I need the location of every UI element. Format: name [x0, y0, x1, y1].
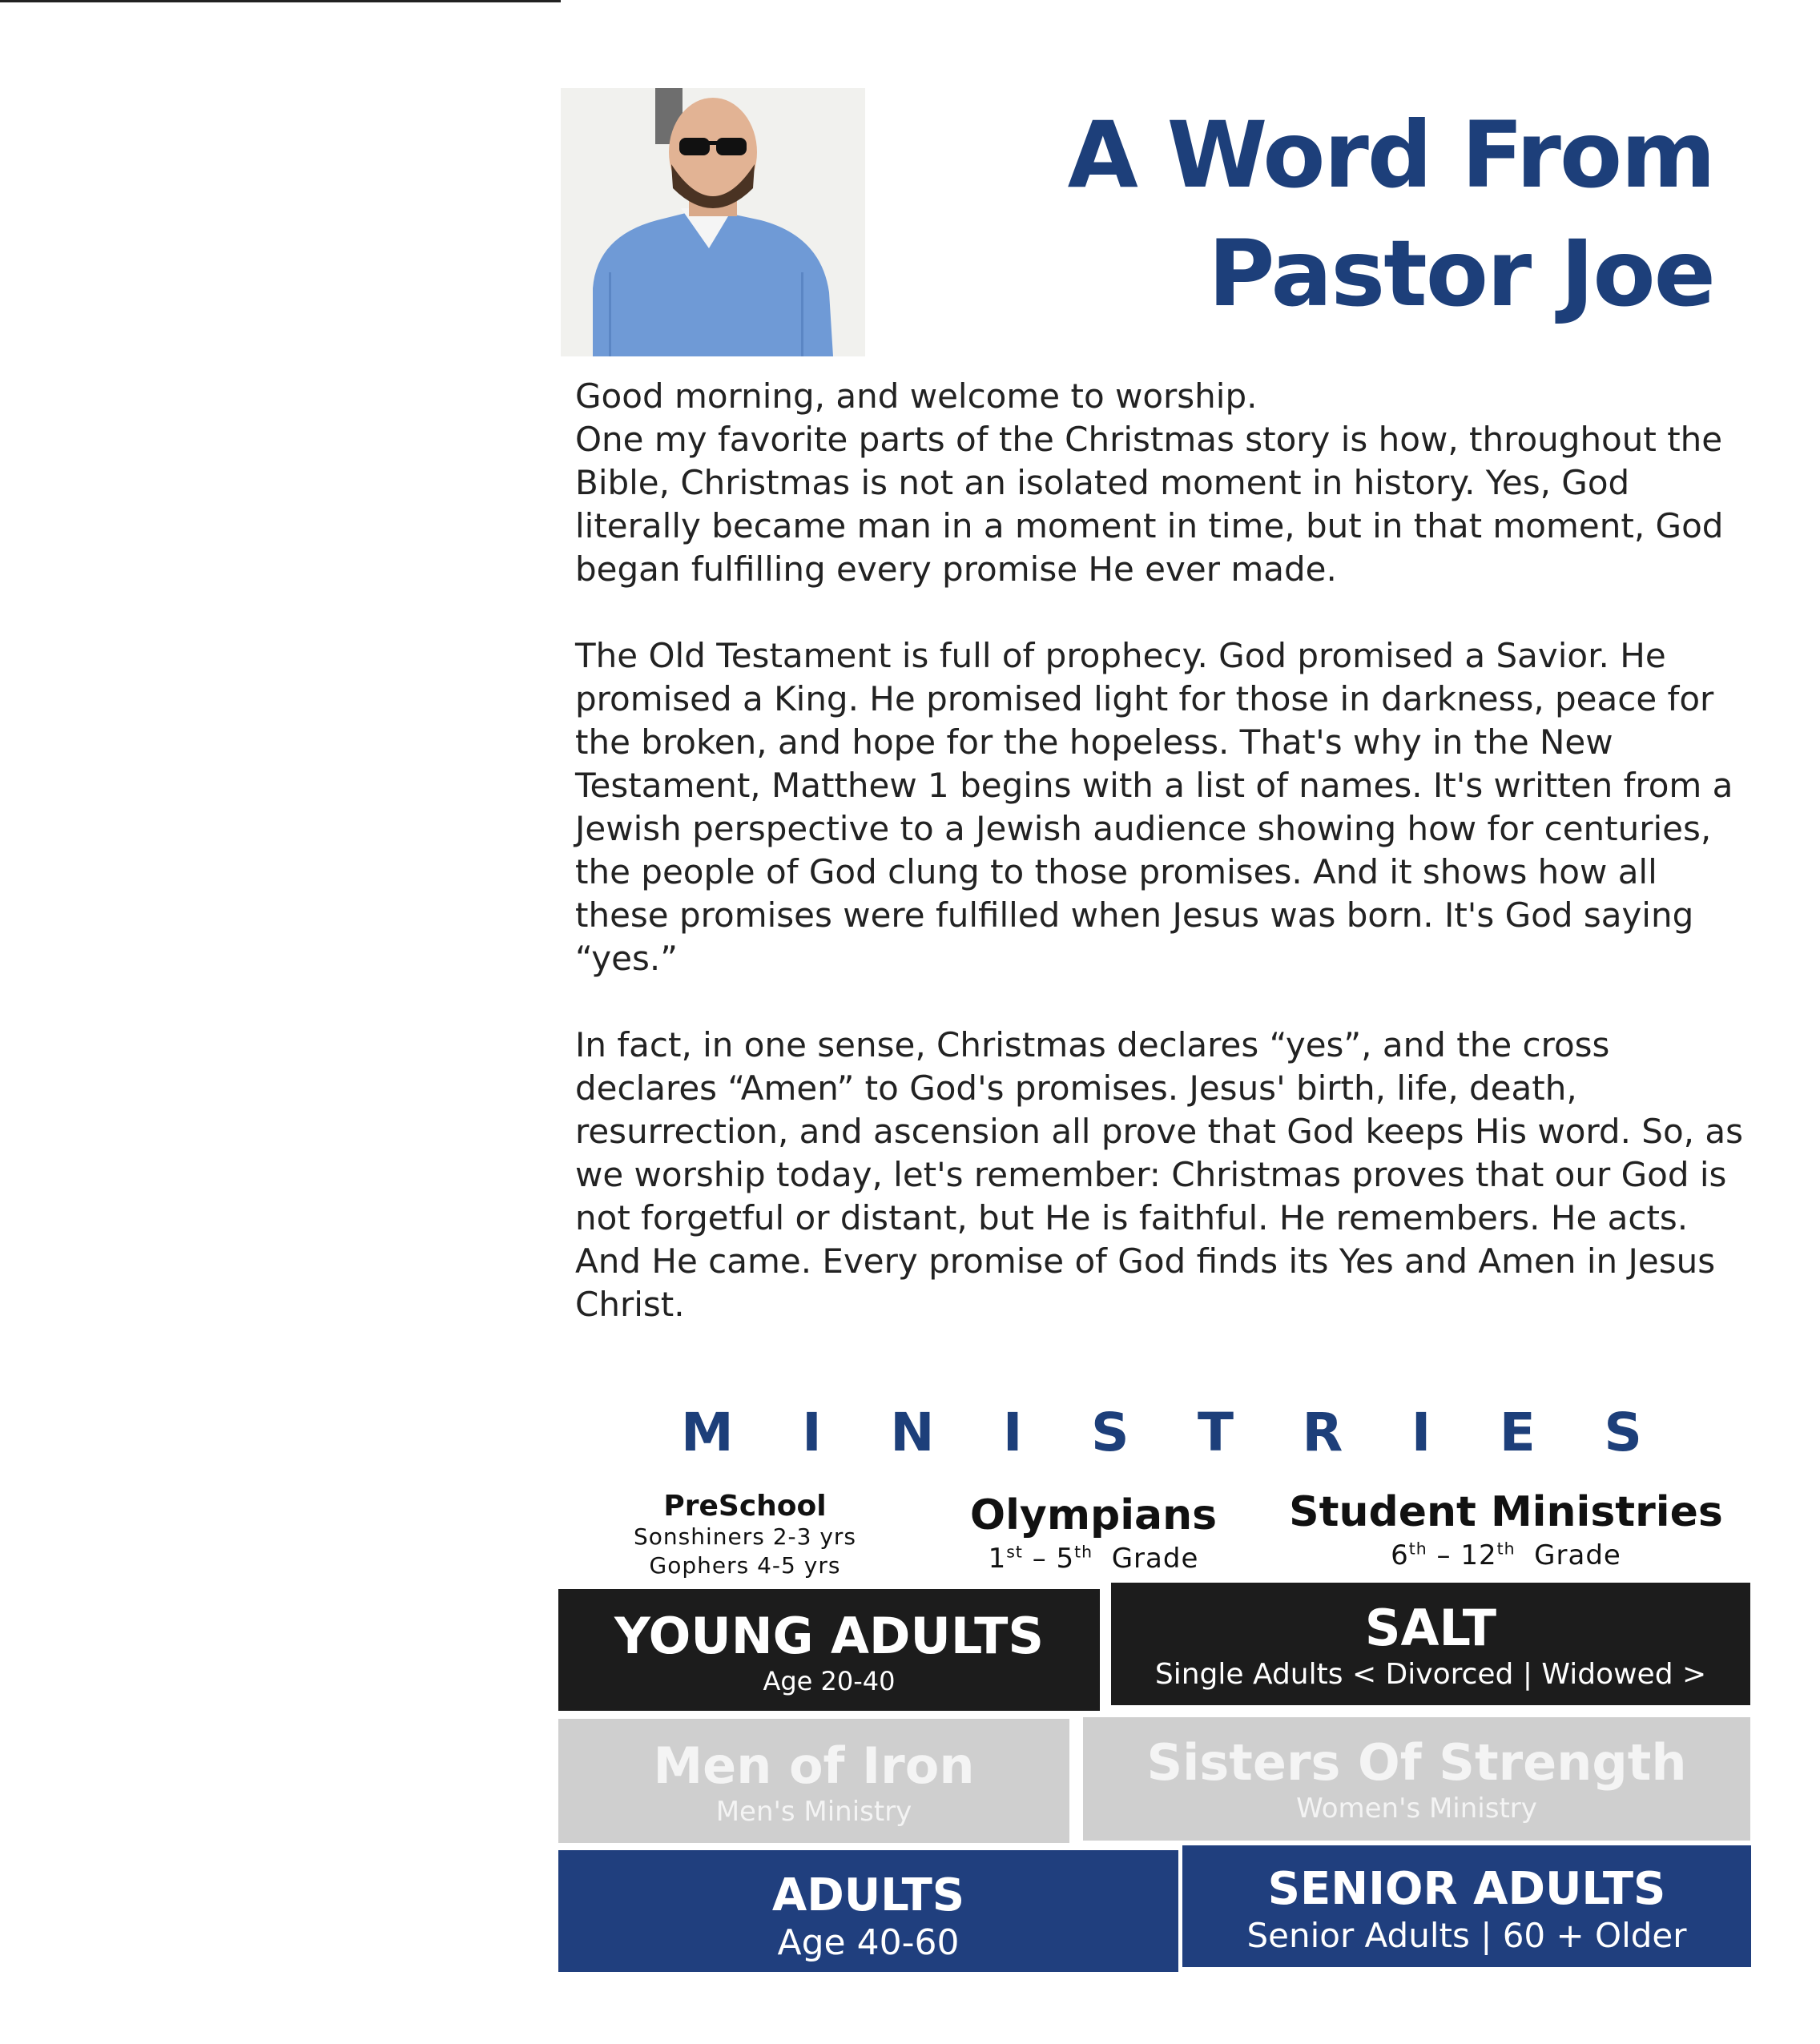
- student-ministries: [1282, 1487, 1730, 1570]
- young-adults-box: [558, 1589, 1100, 1711]
- pastor-photo: [561, 88, 865, 356]
- senior-adults-title: SENIOR ADULTS: [1267, 1863, 1666, 1915]
- student-grades: 6th – 12th Grade: [1391, 1539, 1621, 1571]
- senior-adults-sub: Senior Adults | 60 + Older: [1246, 1916, 1687, 1955]
- adults-sub: Age 40-60: [777, 1922, 960, 1963]
- adults-title: ADULTS: [771, 1869, 965, 1921]
- heading-letter: E: [1499, 1402, 1536, 1463]
- salt-box: [1111, 1583, 1750, 1705]
- letter-paragraph-1: One my favorite parts of the Christmas story is how, throughout the Bible, Christmas is not an isolated moment in history. Yes, God literally became man in a moment in time, but in that moment, God began fulfilling every promise He ever made.: [575, 420, 1724, 589]
- men-of-iron-title: Men of Iron: [653, 1736, 975, 1795]
- heading-letter: M: [681, 1402, 734, 1463]
- sisters-title: Sisters Of Strength: [1146, 1733, 1687, 1792]
- olympians-grades: 1st – 5th Grade: [988, 1542, 1199, 1575]
- preschool-line-1: Sonshiners 2-3 yrs: [633, 1523, 857, 1550]
- heading-letter: T: [1197, 1402, 1234, 1463]
- preschool-line-2: Gophers 4-5 yrs: [649, 1552, 841, 1579]
- title-line-1: A Word From: [1067, 102, 1714, 208]
- young-adults-title: YOUNG ADULTS: [614, 1607, 1045, 1665]
- adults-box: [558, 1850, 1178, 1972]
- sisters-sub: Women's Ministry: [1296, 1793, 1537, 1825]
- letter-paragraph-3: In fact, in one sense, Christmas declares “yes”, and the cross declares “Amen” to God's promises. Jesus' birth, life, death, resurrection, and ascension all prove that God keeps His word. So, as we worship today, let's remember: Christmas proves that our God is not forgetful or distant, but He is faithful. He remembers. He acts. And He came. Every promise of God finds its Yes and Amen in Jesus Christ.: [575, 1025, 1743, 1324]
- preschool-name: PreSchool: [663, 1490, 827, 1523]
- heading-letter: I: [1002, 1402, 1023, 1463]
- heading-letter: R: [1302, 1402, 1343, 1463]
- heading-letter: S: [1090, 1402, 1129, 1463]
- scan-edge-line: [0, 0, 561, 2]
- men-of-iron-sub: Men's Ministry: [715, 1796, 912, 1828]
- heading-letter: N: [890, 1402, 935, 1463]
- title-line-2: Pastor Joe: [1207, 220, 1714, 327]
- young-adults-sub: Age 20-40: [763, 1666, 896, 1696]
- student-ministries-name: Student Ministries: [1289, 1488, 1723, 1536]
- salt-title: SALT: [1364, 1599, 1497, 1657]
- olympians-ministry: [945, 1490, 1242, 1573]
- ministries-heading: [681, 1402, 1642, 1463]
- heading-letter: S: [1604, 1402, 1642, 1463]
- heading-letter: I: [802, 1402, 822, 1463]
- salt-sub: Single Adults < Divorced | Widowed >: [1154, 1658, 1707, 1691]
- heading-letter: I: [1411, 1402, 1431, 1463]
- olympians-name: Olympians: [969, 1491, 1218, 1539]
- preschool-ministry: [609, 1490, 881, 1580]
- sisters-of-strength-box: [1083, 1717, 1750, 1841]
- page-title: [1025, 96, 1714, 333]
- letter-greeting: Good morning, and welcome to worship.: [575, 376, 1258, 416]
- pastor-portrait-icon: [561, 88, 865, 356]
- senior-adults-box: [1182, 1845, 1751, 1967]
- men-of-iron-box: [558, 1719, 1069, 1843]
- letter-paragraph-2: The Old Testament is full of prophecy. God promised a Savior. He promised a King. He promised light for those in darkness, peace for the broken, and hope for the hopeless. That's why in the New Testament, Matthew 1 begins with a list of names. It's written from a Jewish perspective to a Jewish audience showing how for centuries, the people of God clung to those promises. And it shows how all these promises were fulfilled when Jesus was born. It's God saying “yes.”: [575, 636, 1733, 978]
- pastor-letter: [575, 375, 1761, 1370]
